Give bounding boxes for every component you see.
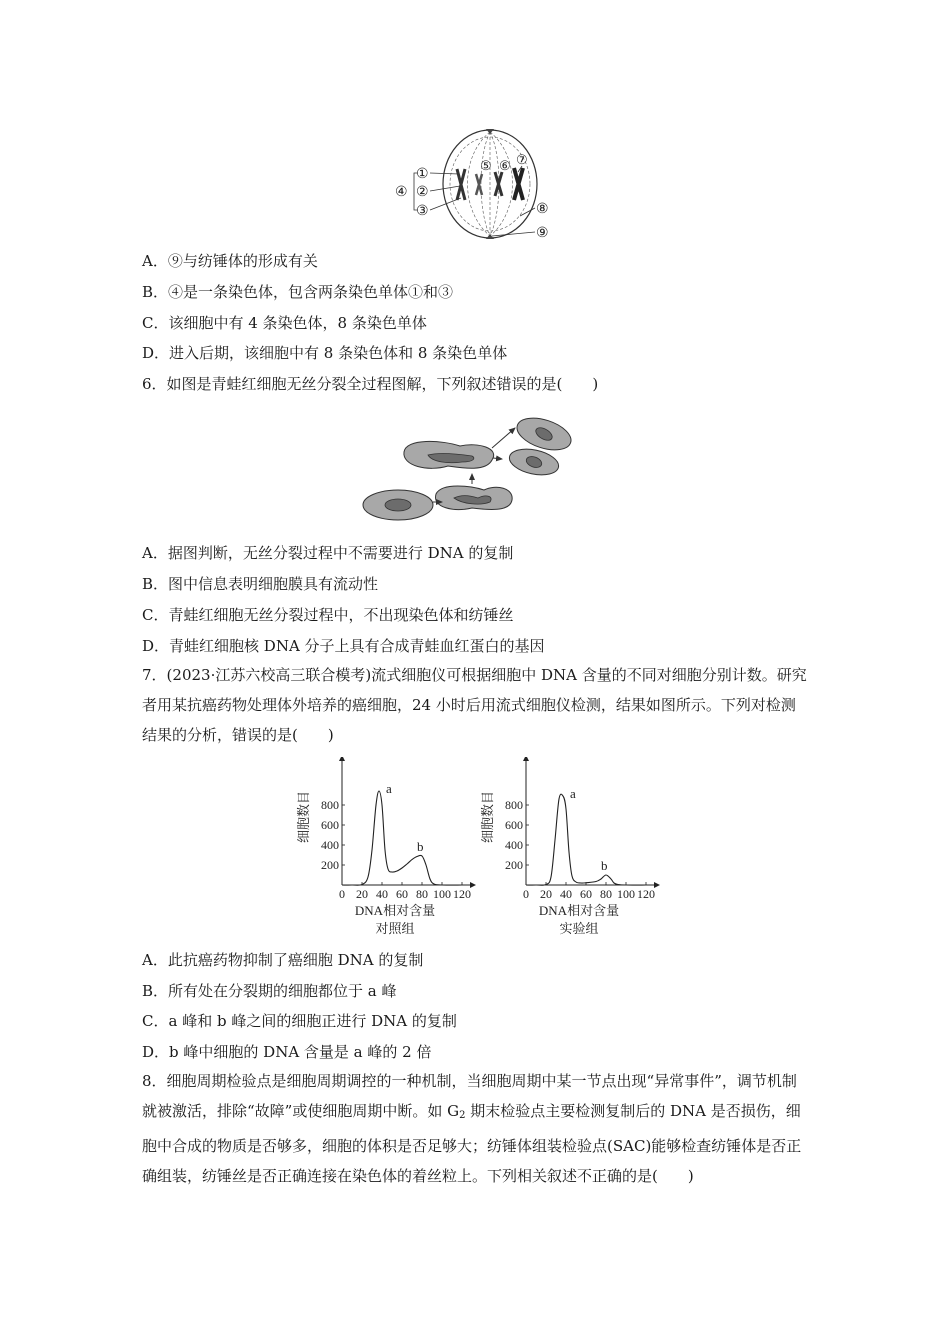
mitosis-cell-figure <box>390 126 560 244</box>
label-6: ⑥ <box>499 158 511 173</box>
x-tick-label: 20 <box>540 887 552 901</box>
label-1: ① <box>416 167 429 182</box>
x-tick-label: 120 <box>637 887 655 901</box>
y-tick-label: 600 <box>505 818 523 832</box>
y-tick-label: 400 <box>321 838 339 852</box>
flow-cytometry-figure <box>292 757 672 945</box>
q6-option-b: B．图中信息表明细胞膜具有流动性 <box>142 575 379 593</box>
q6-option-c: C．青蛙红细胞无丝分裂过程中，不出现染色体和纺锤丝 <box>142 606 514 624</box>
label-9: ⑨ <box>536 226 549 241</box>
chart-title: 实验组 <box>559 921 599 936</box>
chart-title: 对照组 <box>375 921 415 936</box>
x-tick-label: 40 <box>560 887 572 901</box>
label-5: ⑤ <box>480 158 492 173</box>
series-line <box>526 794 646 885</box>
q6-option-d: D．青蛙红细胞核 DNA 分子上具有合成青蛙血红蛋白的基因 <box>142 637 545 655</box>
q8-stem-part2: 期末检验点主要检测复制后的 DNA 是否损伤，细胞中合成的物质是否够多，细胞的体积是否足够大；纺锤体组装检验点(SAC)能够检查纺锤体是否正确组装，纺锤丝是否正确连接在染色体的着丝粒上。下列相关叙述不正确的是( ) <box>142 1102 802 1185</box>
peak-label-a: a <box>386 781 392 796</box>
y-axis-label: 细胞数目 <box>480 790 495 844</box>
q7-option-b: B．所有处在分裂期的细胞都位于 a 峰 <box>142 982 397 1000</box>
q7-option-c: C．a 峰和 b 峰之间的细胞正进行 DNA 的复制 <box>142 1012 457 1030</box>
label-7: ⑦ <box>516 152 528 167</box>
peak-label-b: b <box>601 858 608 873</box>
chart-experiment <box>480 757 660 936</box>
q7-stem: 7．(2023·江苏六校高三联合模考)流式细胞仪可根据细胞中 DNA 含量的不同对细胞分别计数。研究者用某抗癌药物处理体外培养的癌细胞，24 小时后用流式细胞仪检测，结果如图所示。下列对检测结果的分析，错误的是( ) <box>142 666 807 744</box>
x-tick-label: 100 <box>617 887 635 901</box>
x-axis-label: DNA相对含量 <box>354 903 436 918</box>
label-4: ④ <box>395 185 408 200</box>
amitosis-figure <box>362 412 582 524</box>
label-2: ② <box>416 185 429 200</box>
q7-option-d: D．b 峰中细胞的 DNA 含量是 a 峰的 2 倍 <box>142 1043 432 1061</box>
q8-stem-subscript: 2 <box>459 1110 466 1121</box>
y-tick-label: 800 <box>321 798 339 812</box>
x-tick-label: 60 <box>580 887 592 901</box>
peak-label-a: a <box>570 786 576 801</box>
y-axis-label: 细胞数目 <box>296 790 311 844</box>
x-tick-label: 20 <box>356 887 368 901</box>
x-tick-label: 40 <box>376 887 388 901</box>
peak-label-b: b <box>417 839 424 854</box>
q5-option-d: D．进入后期，该细胞中有 8 条染色体和 8 条染色单体 <box>142 344 508 362</box>
y-tick-label: 800 <box>505 798 523 812</box>
x-axis-label: DNA相对含量 <box>538 903 620 918</box>
q7-option-a: A．此抗癌药物抑制了癌细胞 DNA 的复制 <box>142 951 424 969</box>
x-tick-label: 100 <box>433 887 451 901</box>
x-tick-label: 0 <box>339 887 345 901</box>
series-line <box>342 791 462 885</box>
x-tick-label: 80 <box>416 887 428 901</box>
q8-stem-part1: 8．细胞周期检验点是细胞周期调控的一种机制，当细胞周期中某一节点出现“异常事件”，调节机制就被激活，排除“故障”或使细胞周期中断。如 G <box>142 1072 797 1120</box>
y-tick-label: 400 <box>505 838 523 852</box>
label-8: ⑧ <box>536 202 549 217</box>
y-tick-label: 200 <box>505 858 523 872</box>
chart-control <box>296 757 476 936</box>
y-tick-label: 600 <box>321 818 339 832</box>
y-axis-arrow <box>339 757 345 761</box>
x-tick-label: 0 <box>523 887 529 901</box>
q6-option-a: A．据图判断，无丝分裂过程中不需要进行 DNA 的复制 <box>142 544 514 562</box>
x-tick-label: 60 <box>396 887 408 901</box>
y-tick-label: 200 <box>321 858 339 872</box>
y-axis-arrow <box>523 757 529 761</box>
q5-option-c: C．该细胞中有 4 条染色体，8 条染色单体 <box>142 314 427 332</box>
q5-option-b: B．④是一条染色体，包含两条染色单体①和③ <box>142 283 454 301</box>
x-tick-label: 80 <box>600 887 612 901</box>
label-3: ③ <box>416 204 429 219</box>
q5-option-a: A．⑨与纺锤体的形成有关 <box>142 252 318 270</box>
q8-stem <box>142 1066 810 1191</box>
x-tick-label: 120 <box>453 887 471 901</box>
q6-stem: 6．如图是青蛙红细胞无丝分裂全过程图解，下列叙述错误的是( ) <box>142 375 599 393</box>
